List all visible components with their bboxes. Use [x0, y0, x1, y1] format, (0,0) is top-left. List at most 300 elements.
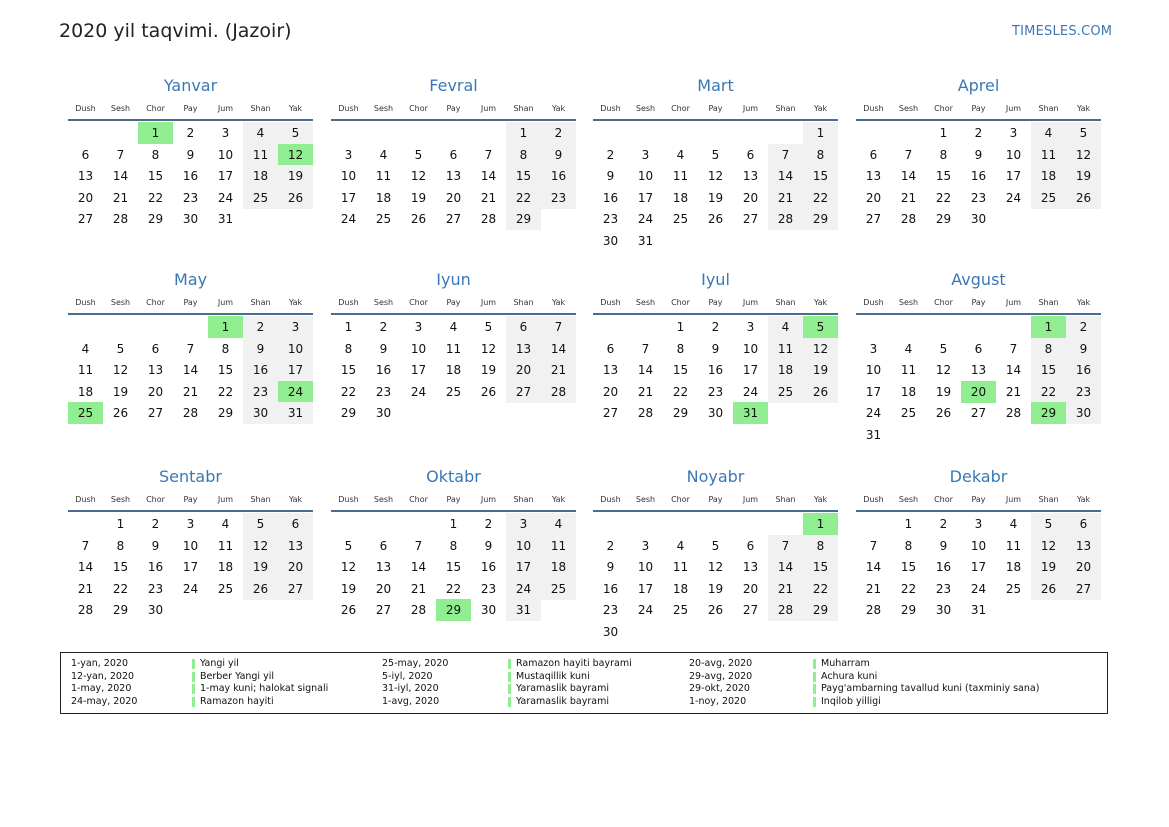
weekday-label: Sesh [373, 298, 394, 307]
day-cell: 18 [1031, 165, 1066, 187]
day-cell: 24 [217, 190, 234, 205]
header-rule [856, 119, 1101, 121]
day-cell: 24 [410, 384, 427, 399]
holiday-legend [60, 652, 1108, 714]
day-cell: 24 [506, 578, 541, 600]
weekday-label: Yak [551, 495, 566, 504]
day-cell: 19 [1031, 556, 1066, 578]
day-cell: 17 [410, 363, 427, 378]
day-cell: 7 [414, 538, 423, 553]
day-cell: 10 [970, 538, 987, 553]
legend-date: 12-yan, 2020 [71, 670, 135, 682]
day-cell: 27 [278, 578, 313, 600]
day-cell: 23 [480, 581, 497, 596]
day-cell: 3 [278, 316, 313, 338]
day-cell: 30 [182, 212, 199, 227]
day-cell: 26 [707, 212, 724, 227]
day-cell: 16 [602, 581, 619, 596]
weekday-label: Sesh [110, 495, 131, 504]
day-cell: 27 [445, 212, 462, 227]
day-cell: 20 [1066, 556, 1101, 578]
weekday-header [331, 104, 576, 116]
day-cell: 8 [904, 538, 913, 553]
day-cell: 5 [414, 147, 423, 162]
weekday-label: Pay [446, 104, 461, 113]
day-cell: 19 [707, 190, 724, 205]
day-cell: 13 [278, 535, 313, 557]
header-rule [331, 313, 576, 315]
month-name: Mart [697, 76, 734, 95]
weekday-label: Chor [671, 298, 690, 307]
day-cell: 12 [243, 535, 278, 557]
day-cell: 3 [186, 517, 195, 531]
holiday-day-cell: 29 [436, 599, 471, 621]
day-cell: 10 [278, 338, 313, 360]
day-cell: 16 [970, 169, 987, 184]
day-cell: 20 [742, 581, 759, 596]
day-cell: 4 [676, 538, 685, 553]
day-cell: 1 [939, 126, 948, 140]
day-cell: 18 [541, 556, 576, 578]
day-cell: 2 [186, 126, 195, 140]
month-name: Oktabr [426, 467, 481, 486]
day-cell: 28 [410, 603, 427, 618]
day-cell: 2 [541, 122, 576, 144]
day-cell: 7 [116, 147, 125, 162]
day-cell: 25 [217, 581, 234, 596]
day-cell: 4 [768, 316, 803, 338]
day-cell: 9 [243, 338, 278, 360]
day-cell: 28 [480, 212, 497, 227]
month-name: Avgust [951, 270, 1006, 289]
legend-date: 5-iyl, 2020 [382, 670, 433, 682]
day-cell: 2 [606, 538, 615, 553]
weekday-label: Dush [863, 104, 884, 113]
day-cell: 7 [768, 535, 803, 557]
day-cell: 11 [77, 363, 94, 378]
day-cell: 31 [506, 599, 541, 621]
day-cell: 8 [803, 144, 838, 166]
holiday-color-marker [813, 684, 816, 694]
day-cell: 16 [147, 560, 164, 575]
holiday-day-cell: 29 [1031, 402, 1066, 424]
day-cell: 9 [541, 144, 576, 166]
legend-date: 25-may, 2020 [382, 658, 449, 669]
day-cell: 28 [77, 603, 94, 618]
day-cell: 13 [506, 338, 541, 360]
day-cell: 25 [541, 578, 576, 600]
legend-item [689, 658, 1089, 671]
day-cell: 21 [865, 581, 882, 596]
weekday-label: Shan [775, 495, 796, 504]
day-cell: 7 [869, 538, 878, 553]
day-cell: 15 [672, 363, 689, 378]
day-cell: 14 [637, 363, 654, 378]
day-cell: 22 [1031, 381, 1066, 403]
day-cell: 21 [112, 190, 129, 205]
header-rule [856, 313, 1101, 315]
day-cell: 16 [243, 359, 278, 381]
day-cell: 27 [865, 212, 882, 227]
day-cell: 27 [742, 212, 759, 227]
weekday-label: Shan [1038, 104, 1059, 113]
day-cell: 31 [970, 603, 987, 618]
weekday-label: Chor [671, 104, 690, 113]
day-cell: 26 [112, 406, 129, 421]
header-rule [593, 119, 838, 121]
day-cell: 17 [865, 384, 882, 399]
weekday-label: Pay [183, 298, 198, 307]
day-cell: 16 [1066, 359, 1101, 381]
weekday-label: Jum [217, 298, 234, 307]
holiday-day-cell: 24 [278, 381, 313, 403]
day-cell: 5 [243, 513, 278, 535]
weekday-label: Jum [1005, 495, 1022, 504]
day-cell: 5 [711, 147, 720, 162]
day-cell: 31 [865, 428, 882, 442]
day-cell: 16 [375, 363, 392, 378]
site-link[interactable]: TIMESLES.COM [1012, 24, 1113, 39]
weekday-label: Yak [813, 104, 828, 113]
day-cell: 2 [711, 320, 720, 334]
day-cell: 11 [900, 363, 917, 378]
day-cell: 17 [506, 556, 541, 578]
day-cell: 31 [637, 234, 654, 248]
day-cell: 22 [672, 384, 689, 399]
day-cell: 9 [606, 169, 615, 184]
day-cell: 5 [344, 538, 353, 553]
weekday-label: Pay [971, 104, 986, 113]
day-cell: 26 [278, 187, 313, 209]
day-cell: 28 [900, 212, 917, 227]
day-cell: 2 [939, 517, 948, 531]
day-cell: 22 [803, 578, 838, 600]
weekday-label: Sesh [898, 298, 919, 307]
day-cell: 14 [541, 338, 576, 360]
weekday-label: Pay [446, 495, 461, 504]
weekday-label: Chor [934, 495, 953, 504]
day-cell: 10 [217, 147, 234, 162]
day-cell: 27 [506, 381, 541, 403]
day-cell: 24 [182, 581, 199, 596]
weekday-label: Chor [409, 495, 428, 504]
day-cell: 28 [865, 603, 882, 618]
month-name: Sentabr [159, 467, 222, 486]
holiday-day-cell: 5 [803, 316, 838, 338]
day-cell: 23 [375, 384, 392, 399]
day-cell: 3 [641, 538, 650, 553]
day-cell: 26 [935, 406, 952, 421]
day-cell: 30 [243, 402, 278, 424]
day-cell: 3 [414, 320, 423, 334]
day-cell: 6 [151, 341, 160, 356]
day-cell: 14 [768, 165, 803, 187]
legend-holiday-name: Berber Yangi yil [200, 670, 274, 682]
day-cell: 5 [1031, 513, 1066, 535]
day-cell: 14 [900, 169, 917, 184]
legend-date: 29-okt, 2020 [689, 683, 750, 695]
weekday-header [856, 104, 1101, 116]
day-cell: 11 [1031, 144, 1066, 166]
day-cell: 24 [637, 212, 654, 227]
day-cell: 20 [445, 190, 462, 205]
day-cell: 14 [410, 560, 427, 575]
weekday-label: Yak [551, 298, 566, 307]
day-cell: 28 [182, 406, 199, 421]
weekday-label: Jum [1005, 298, 1022, 307]
weekday-label: Chor [409, 298, 428, 307]
day-cell: 7 [768, 144, 803, 166]
day-cell: 18 [672, 581, 689, 596]
day-cell: 15 [147, 169, 164, 184]
day-cell: 13 [602, 363, 619, 378]
legend-holiday-name: Ramazon hayiti bayrami [516, 658, 632, 669]
weekday-label: Shan [250, 104, 271, 113]
day-cell: 17 [970, 560, 987, 575]
day-cell: 23 [541, 187, 576, 209]
day-cell: 14 [480, 169, 497, 184]
legend-holiday-name: Mustaqillik kuni [516, 670, 590, 682]
weekday-label: Chor [409, 104, 428, 113]
day-cell: 25 [1031, 187, 1066, 209]
day-cell: 20 [865, 190, 882, 205]
day-cell: 15 [1031, 359, 1066, 381]
day-cell: 9 [1066, 338, 1101, 360]
day-cell: 3 [506, 513, 541, 535]
day-cell: 2 [379, 320, 388, 334]
day-cell: 30 [602, 234, 619, 248]
weekday-label: Jum [480, 495, 497, 504]
day-cell: 23 [182, 190, 199, 205]
weekday-label: Jum [742, 298, 759, 307]
legend-holiday-name: Inqilob yilligi [821, 695, 881, 707]
weekday-label: Dush [338, 298, 359, 307]
weekday-header [331, 298, 576, 310]
weekday-label: Chor [146, 495, 165, 504]
day-cell: 28 [112, 212, 129, 227]
day-cell: 17 [1005, 169, 1022, 184]
day-cell: 23 [935, 581, 952, 596]
day-cell: 29 [803, 599, 838, 621]
day-cell: 12 [1066, 144, 1101, 166]
month-name: Yanvar [163, 76, 218, 95]
weekday-label: Pay [183, 104, 198, 113]
day-cell: 24 [340, 212, 357, 227]
day-cell: 12 [1031, 535, 1066, 557]
header-rule [593, 510, 838, 512]
weekday-label: Dush [600, 104, 621, 113]
day-cell: 20 [506, 359, 541, 381]
day-cell: 12 [935, 363, 952, 378]
day-cell: 18 [243, 165, 278, 187]
day-cell: 17 [217, 169, 234, 184]
weekday-label: Dush [338, 495, 359, 504]
day-cell: 5 [278, 122, 313, 144]
weekday-header [856, 298, 1101, 310]
day-cell: 12 [707, 169, 724, 184]
day-cell: 14 [865, 560, 882, 575]
day-cell: 21 [480, 190, 497, 205]
day-cell: 2 [974, 126, 983, 140]
weekday-label: Sesh [898, 495, 919, 504]
day-cell: 13 [742, 560, 759, 575]
day-cell: 3 [221, 126, 230, 140]
day-cell: 24 [865, 406, 882, 421]
day-cell: 6 [81, 147, 90, 162]
holiday-day-cell: 20 [961, 381, 996, 403]
day-cell: 22 [900, 581, 917, 596]
day-cell: 25 [768, 381, 803, 403]
day-cell: 22 [340, 384, 357, 399]
day-cell: 9 [974, 147, 983, 162]
weekday-label: Yak [288, 298, 303, 307]
weekday-label: Pay [971, 298, 986, 307]
day-cell: 10 [1005, 147, 1022, 162]
day-cell: 16 [480, 560, 497, 575]
day-cell: 3 [974, 517, 983, 531]
day-cell: 10 [865, 363, 882, 378]
day-cell: 27 [1066, 578, 1101, 600]
legend-item [689, 671, 1089, 684]
header-rule [856, 510, 1101, 512]
day-cell: 23 [243, 381, 278, 403]
day-cell: 19 [410, 190, 427, 205]
day-cell: 1 [449, 517, 458, 531]
day-cell: 7 [81, 538, 90, 553]
header-rule [68, 119, 313, 121]
weekday-label: Shan [513, 104, 534, 113]
holiday-day-cell: 25 [68, 402, 103, 424]
day-cell: 3 [641, 147, 650, 162]
day-cell: 21 [541, 359, 576, 381]
weekday-label: Pay [708, 495, 723, 504]
legend-holiday-name: Yaramaslik bayrami [516, 695, 609, 707]
day-cell: 31 [217, 212, 234, 227]
day-cell: 6 [746, 538, 755, 553]
day-cell: 7 [484, 147, 493, 162]
day-cell: 4 [541, 513, 576, 535]
day-cell: 4 [243, 122, 278, 144]
day-cell: 12 [410, 169, 427, 184]
day-cell: 17 [340, 190, 357, 205]
day-cell: 5 [939, 341, 948, 356]
day-cell: 3 [1009, 126, 1018, 140]
weekday-label: Sesh [635, 298, 656, 307]
header-rule [331, 119, 576, 121]
day-cell: 25 [445, 384, 462, 399]
day-cell: 26 [707, 603, 724, 618]
weekday-label: Dush [75, 104, 96, 113]
day-cell: 22 [147, 190, 164, 205]
day-cell: 29 [803, 208, 838, 230]
legend-date: 24-may, 2020 [71, 695, 138, 707]
day-cell: 29 [672, 406, 689, 421]
legend-holiday-name: Yangi yil [200, 658, 239, 669]
day-cell: 30 [935, 603, 952, 618]
weekday-label: Pay [446, 298, 461, 307]
day-cell: 26 [1066, 187, 1101, 209]
day-cell: 13 [445, 169, 462, 184]
legend-column [689, 658, 1089, 708]
weekday-label: Dush [600, 298, 621, 307]
day-cell: 20 [147, 384, 164, 399]
day-cell: 3 [869, 341, 878, 356]
legend-date: 1-noy, 2020 [689, 695, 747, 707]
day-cell: 22 [506, 187, 541, 209]
day-cell: 24 [1005, 190, 1022, 205]
weekday-label: Shan [1038, 495, 1059, 504]
day-cell: 11 [541, 535, 576, 557]
weekday-label: Yak [813, 495, 828, 504]
day-cell: 5 [1066, 122, 1101, 144]
day-cell: 21 [77, 581, 94, 596]
legend-date: 29-avg, 2020 [689, 670, 753, 682]
weekday-label: Pay [708, 298, 723, 307]
day-cell: 15 [112, 560, 129, 575]
day-cell: 18 [445, 363, 462, 378]
day-cell: 21 [900, 190, 917, 205]
weekday-label: Dush [75, 495, 96, 504]
day-cell: 7 [186, 341, 195, 356]
day-cell: 15 [803, 556, 838, 578]
month-name: Fevral [429, 76, 478, 95]
day-cell: 10 [182, 538, 199, 553]
month-name: May [173, 270, 208, 289]
day-cell: 10 [637, 169, 654, 184]
day-cell: 12 [803, 338, 838, 360]
weekday-label: Sesh [110, 104, 131, 113]
day-cell: 29 [506, 208, 541, 230]
day-cell: 13 [742, 169, 759, 184]
day-cell: 4 [1009, 517, 1018, 531]
day-cell: 28 [768, 208, 803, 230]
day-cell: 25 [672, 212, 689, 227]
holiday-color-marker [192, 684, 195, 694]
day-cell: 9 [186, 147, 195, 162]
day-cell: 16 [935, 560, 952, 575]
day-cell: 4 [81, 341, 90, 356]
day-cell: 21 [768, 187, 803, 209]
day-cell: 10 [742, 341, 759, 356]
weekday-label: Dush [338, 104, 359, 113]
day-cell: 8 [449, 538, 458, 553]
weekday-label: Jum [480, 298, 497, 307]
day-cell: 6 [506, 316, 541, 338]
month-name: Dekabr [949, 467, 1008, 486]
weekday-header [856, 495, 1101, 507]
weekday-label: Shan [250, 495, 271, 504]
day-cell: 25 [900, 406, 917, 421]
day-cell: 12 [340, 560, 357, 575]
day-cell: 5 [484, 320, 493, 334]
day-cell: 22 [112, 581, 129, 596]
day-cell: 11 [243, 144, 278, 166]
legend-date: 20-avg, 2020 [689, 658, 753, 669]
day-cell: 16 [707, 363, 724, 378]
day-cell: 6 [1066, 513, 1101, 535]
holiday-color-marker [508, 659, 511, 669]
day-cell: 1 [803, 122, 838, 144]
holiday-day-cell: 1 [138, 122, 173, 144]
legend-holiday-name: Muharram [821, 658, 870, 669]
day-cell: 5 [711, 538, 720, 553]
day-cell: 26 [340, 603, 357, 618]
day-cell: 18 [672, 190, 689, 205]
weekday-label: Chor [934, 298, 953, 307]
day-cell: 28 [541, 381, 576, 403]
weekday-label: Yak [551, 104, 566, 113]
day-cell: 16 [541, 165, 576, 187]
